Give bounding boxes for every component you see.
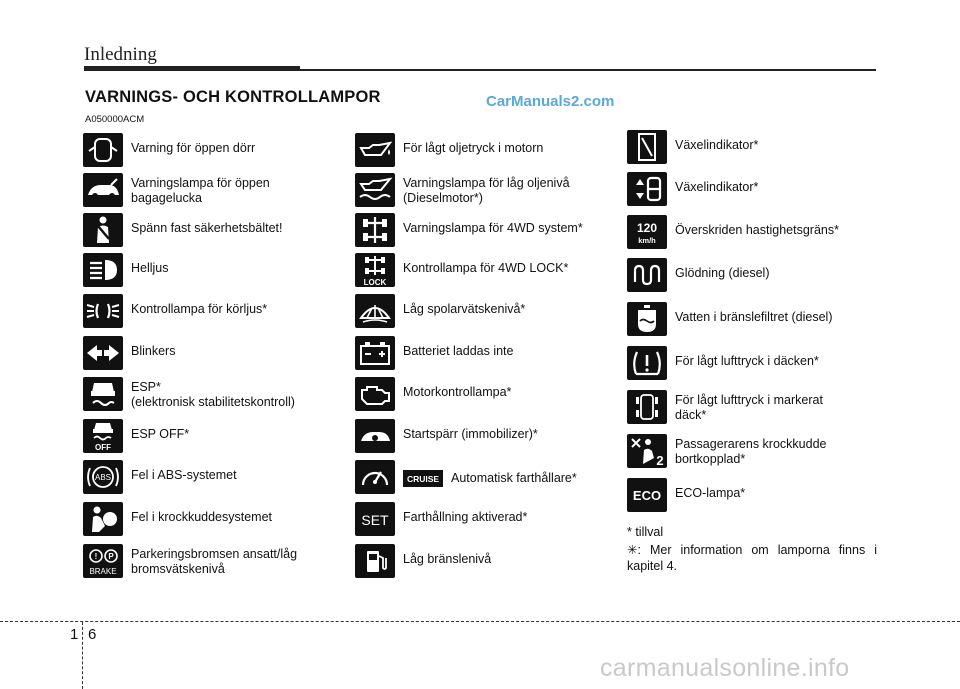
item-high-beam (83, 253, 169, 287)
cruise-badge: CRUISE (403, 470, 443, 487)
item-label: Varningslampa för 4WD system* (403, 221, 583, 235)
item-airbag (83, 502, 272, 536)
headlight-icon (83, 294, 123, 328)
item-4wd-warning (355, 213, 583, 247)
section-code: A050000ACM (85, 114, 145, 125)
item-label: Överskriden hastighetsgräns* (675, 223, 839, 237)
item-tire-pressure (627, 346, 819, 380)
item-label: ECO-lampa* (675, 486, 746, 500)
trunk-open-icon (83, 173, 123, 207)
item-label: Varning för öppen dörr (131, 141, 256, 155)
svg-text:P: P (108, 552, 114, 561)
fuel-icon (355, 544, 395, 578)
item-label: Parkeringsbromsen ansatt/låg bromsvätskenivå (131, 547, 298, 576)
engine-icon (355, 377, 395, 411)
watermark-bottom: carmanualsonline.info (600, 654, 850, 682)
svg-text:2: 2 (656, 453, 664, 468)
tire-position-icon (627, 390, 667, 424)
gear-indicator-icon (627, 172, 667, 206)
item-battery (355, 336, 514, 370)
chapter-number: 1 (70, 626, 79, 643)
item-abs (83, 460, 237, 494)
item-engine (355, 377, 511, 411)
eco-text: ECO (632, 488, 662, 503)
item-label: Vatten i bränslefiltret (diesel) (675, 310, 833, 324)
item-gear-indicator (627, 172, 758, 206)
eco-icon (627, 478, 667, 512)
item-immobilizer (355, 419, 538, 453)
chapter-title: Inledning (84, 44, 157, 65)
turn-signal-icon (83, 336, 123, 370)
item-washer-fluid (355, 294, 525, 328)
page-number-divider (82, 622, 83, 689)
item-label: ESP* (elektronisk stabilitetskontroll) (131, 380, 295, 409)
lock-text: LOCK (363, 278, 387, 287)
item-label: Batteriet laddas inte (403, 344, 514, 358)
item-label: Kontrollampa för körljus* (131, 302, 268, 316)
cruise-icon (355, 460, 395, 494)
header-rule-thick (84, 66, 300, 71)
passenger-airbag-off-icon (627, 434, 667, 468)
item-label: Passagerarens krockkudde bortkopplad* (675, 437, 827, 466)
item-label: Farthållning aktiverad* (403, 510, 528, 524)
page-number: 6 (88, 626, 97, 643)
high-beam-icon (83, 253, 123, 287)
immobilizer-icon (355, 419, 395, 453)
brake-text: BRAKE (89, 567, 117, 576)
speed-limit-icon (627, 215, 667, 249)
cruise-label: Automatisk farthållare* (451, 471, 577, 485)
item-label: Växelindikator* (675, 138, 759, 152)
item-label: För lågt lufttryck i markerat däck* (675, 393, 823, 422)
4wd-lock-icon (355, 253, 395, 287)
item-label: Motorkontrollampa* (403, 385, 512, 399)
speed-limit-unit: km/h (638, 236, 656, 245)
item-label: Varningslampa för låg oljenivå (Dieselmotor*) (403, 176, 570, 205)
oil-level-icon (355, 173, 395, 207)
section-title: VARNINGS- OCH KONTROLLAMPOR (85, 88, 381, 106)
tire-pressure-icon (627, 346, 667, 380)
item-trunk-open (83, 173, 270, 207)
item-label: Startspärr (immobilizer)* (403, 427, 538, 441)
airbag-icon (83, 502, 123, 536)
item-label: Blinkers (131, 344, 176, 358)
item-headlight (83, 294, 267, 328)
item-label: Varningslampa för öppen bagagelucka (131, 176, 270, 205)
item-label: För lågt oljetryck i motorn (403, 141, 544, 155)
item-passenger-airbag-off (627, 434, 826, 468)
item-turn-signal (83, 336, 175, 370)
item-oil-pressure (355, 133, 543, 167)
item-label: Låg spolarvätskenivå* (403, 302, 526, 316)
item-label: Fel i ABS-systemet (131, 468, 237, 482)
item-fuel-filter-water (627, 302, 832, 336)
item-esp-off (83, 419, 189, 453)
item-seatbelt (83, 213, 282, 247)
esp-icon (83, 377, 123, 411)
item-door-open (83, 133, 255, 167)
item-cruise (355, 460, 395, 494)
glow-plug-icon (627, 258, 667, 292)
item-fuel (355, 544, 491, 578)
item-speed-limit (627, 215, 839, 249)
item-label: Spänn fast säkerhetsbältet! (131, 221, 283, 235)
set-text: SET (361, 512, 389, 528)
item-shift-indicator (627, 130, 758, 164)
item-tire-position (627, 390, 823, 424)
esp-off-text: OFF (95, 443, 111, 452)
item-label: Fel i krockkuddesystemet (131, 510, 273, 524)
item-label: Glödning (diesel) (675, 266, 770, 280)
svg-text:!: ! (94, 552, 98, 561)
item-glow-plug (627, 258, 770, 292)
item-set (355, 502, 527, 536)
chapter-note: ✳: Mer information om lamporna finns i kapitel 4. (627, 543, 877, 573)
seatbelt-icon (83, 213, 123, 247)
esp-off-icon (83, 419, 123, 453)
shift-indicator-icon (627, 130, 667, 164)
set-icon (355, 502, 395, 536)
item-label: ESP OFF* (131, 427, 190, 441)
footnote: * tillval (627, 525, 664, 539)
washer-fluid-icon (355, 294, 395, 328)
speed-limit-value: 120 (636, 221, 658, 235)
header-rule-thin (300, 69, 876, 71)
item-label: Växelindikator* (675, 180, 759, 194)
parking-brake-icon (83, 544, 123, 578)
item-esp (83, 377, 295, 411)
oil-pressure-icon (355, 133, 395, 167)
abs-text: ABS (94, 473, 112, 482)
item-label: Kontrollampa för 4WD LOCK* (403, 261, 569, 275)
item-label: För lågt lufttryck i däcken* (675, 354, 819, 368)
page-divider (0, 621, 960, 622)
abs-icon (83, 460, 123, 494)
item-oil-level (355, 173, 570, 207)
item-eco (627, 478, 745, 512)
fuel-filter-water-icon (627, 302, 667, 336)
item-label: Låg bränslenivå (403, 552, 492, 566)
item-4wd-lock (355, 253, 568, 287)
item-parking-brake (83, 544, 297, 578)
watermark-top: CarManuals2.com (486, 93, 615, 110)
4wd-warning-icon (355, 213, 395, 247)
item-label: Helljus (131, 261, 169, 275)
battery-icon (355, 336, 395, 370)
door-open-icon (83, 133, 123, 167)
